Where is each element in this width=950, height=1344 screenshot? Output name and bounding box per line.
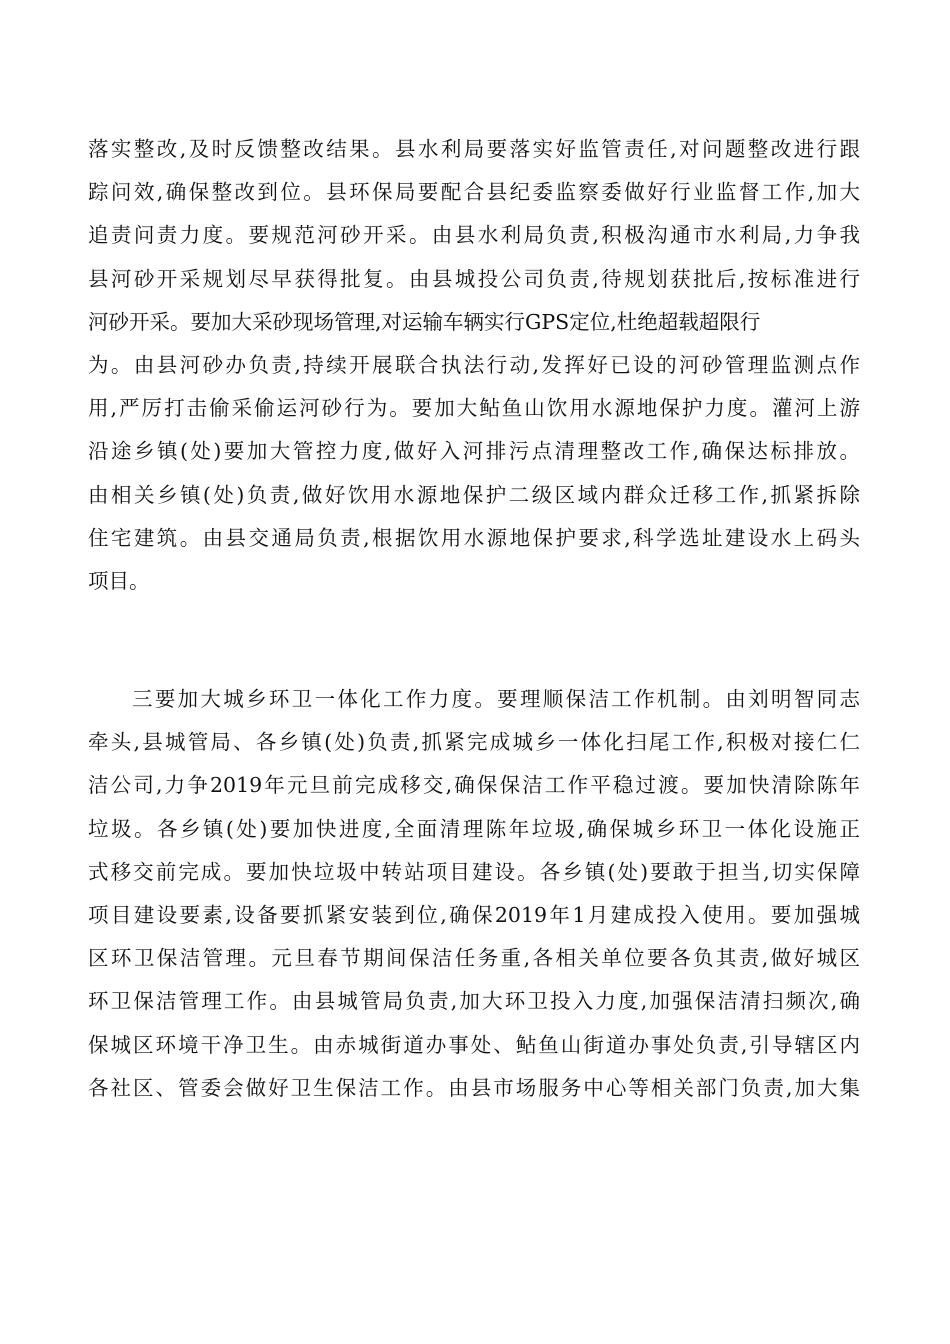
text-line: 环卫保洁管理工作。由县城管局负责,加大环卫投入力度,加强保洁清扫频次,确	[88, 989, 860, 1014]
text-line: 追责问责力度。要规范河砂开采。由县水利局负责,积极沟通市水利局,力争我	[88, 223, 860, 248]
text-line: 牵头,县城管局、各乡镇(处)负责,抓紧完成城乡一体化扫尾工作,积极对接仁仁	[88, 730, 860, 755]
paragraph-2	[88, 678, 860, 1110]
text-line: 由相关乡镇(处)负责,做好饮用水源地保护二级区域内群众迁移工作,抓紧拆除	[88, 482, 860, 507]
text-line: 落实整改,及时反馈整改结果。县水利局要落实好监管责任,对问题整改进行跟	[88, 137, 860, 161]
text-line: 三要加大城乡环卫一体化工作力度。要理顺保洁工作机制。由刘明智同志	[132, 687, 860, 711]
text-line: 踪问效,确保整改到位。县环保局要配合县纪委监察委做好行业监督工作,加大	[88, 180, 860, 205]
text-line: 项目。	[88, 568, 150, 593]
text-line: 用,严厉打击偷采偷运河砂行为。要加大鲇鱼山饮用水源地保护力度。灌河上游	[88, 396, 860, 421]
text-line: 式移交前完成。要加快垃圾中转站项目建设。各乡镇(处)要敢于担当,切实保障	[88, 859, 860, 884]
text-line: 住宅建筑。由县交通局负责,根据饮用水源地保护要求,科学选址建设水上码头	[88, 525, 860, 550]
paragraph-1	[88, 128, 860, 603]
text-line: 河砂开采。要加大采砂现场管理,对运输车辆实行GPS定位,杜绝超载超限行	[88, 309, 761, 334]
text-line: 沿途乡镇(处)要加大管控力度,做好入河排污点清理整改工作,确保达标排放。	[88, 439, 860, 464]
text-line: 垃圾。各乡镇(处)要加快进度,全面清理陈年垃圾,确保城乡环卫一体化设施正	[88, 816, 860, 841]
text-line: 项目建设要素,设备要抓紧安装到位,确保2019年1月建成投入使用。要加强城	[88, 902, 860, 927]
text-line: 洁公司,力争2019年元旦前完成移交,确保保洁工作平稳过渡。要加快清除陈年	[88, 773, 860, 798]
text-line: 保城区环境干净卫生。由赤城街道办事处、鲇鱼山街道办事处负责,引导辖区内	[88, 1032, 860, 1057]
text-line: 各社区、管委会做好卫生保洁工作。由县市场服务中心等相关部门负责,加大集	[88, 1075, 860, 1100]
text-line: 县河砂开采规划尽早获得批复。由县城投公司负责,待规划获批后,按标准进行	[88, 266, 860, 291]
text-line: 为。由县河砂办负责,持续开展联合执法行动,发挥好已设的河砂管理监测点作	[88, 352, 860, 377]
text-line: 区环卫保洁管理。元旦春节期间保洁任务重,各相关单位要各负其责,做好城区	[88, 946, 860, 971]
